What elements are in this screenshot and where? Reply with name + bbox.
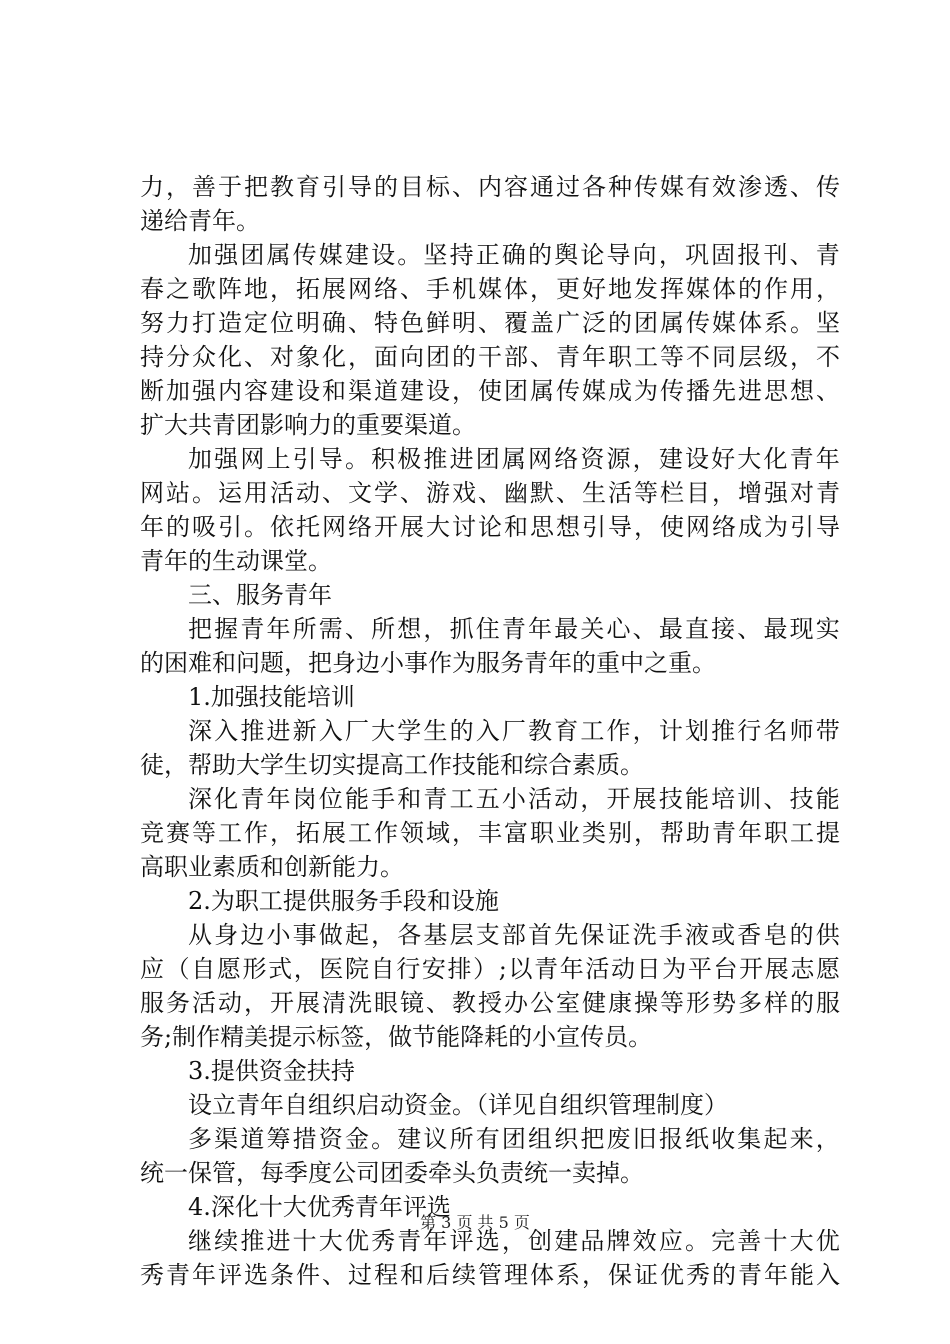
text-line: 1.加强技能培训	[188, 683, 355, 711]
text-line: 服 务 活 动 ， 开 展 清 洗 眼 镜 、 教 授 办 公 室 健 康 操 等 形 势 多 样 的 服	[140, 989, 840, 1017]
text-line: 2.为职工提供服务手段和设施	[188, 887, 499, 915]
text-line: 竞 赛 等 工 作 ， 拓 展 工 作 领 域 ， 丰 富 职 业 类 别 ， 帮 助 青 年 职 工 提	[140, 819, 840, 847]
text-line: 加 强 团 属 传 媒 建 设 。 坚 持 正 确 的 舆 论 导 向 ， 巩 固 报 刊 、 青	[188, 241, 840, 269]
text-line: 4.深化十大优秀青年评选	[188, 1193, 451, 1221]
text-line: 努 力 打 造 定 位 明 确 、 特 色 鲜 明 、 覆 盖 广 泛 的 团 属 传 媒 体 系 。 坚	[140, 309, 840, 337]
text-line: 徒，帮助大学生切实提高工作技能和综合素质。	[140, 751, 644, 779]
page-footer: 第 3 页 共 5 页	[420, 1213, 530, 1232]
text-line: 力 ， 善 于 把 教 育 引 导 的 目 标 、 内 容 通 过 各 种 传 媒 有 效 渗 透 、 传	[140, 173, 840, 201]
text-line: 递给青年。	[140, 207, 260, 235]
text-line: 务;制作精美提示标签，做节能降耗的小宣传员。	[140, 1023, 653, 1051]
text-line: 高职业素质和创新能力。	[140, 853, 404, 881]
text-line: 秀 青 年 评 选 条 件 、 过 程 和 后 续 管 理 体 系 ， 保 证 优 秀 的 青 年 能 入	[140, 1261, 840, 1289]
text-line: 设立青年自组织启动资金。（详见自组织管理制度）	[188, 1091, 728, 1119]
text-line: 深 入 推 进 新 入 厂 大 学 生 的 入 厂 教 育 工 作 ， 计 划 推 行 名 师 带	[188, 717, 840, 745]
text-line: 扩大共青团影响力的重要渠道。	[140, 411, 476, 439]
text-line: 加 强 网 上 引 导 。 积 极 推 进 团 属 网 络 资 源 ， 建 设 好 大 化 青 年	[188, 445, 840, 473]
text-line: 断 加 强 内 容 建 设 和 渠 道 建 设 ， 使 团 属 传 媒 成 为 传 播 先 进 思 想 、	[140, 377, 840, 405]
text-line: 把 握 青 年 所 需 、 所 想 ， 抓 住 青 年 最 关 心 、 最 直 接 、 最 现 实	[188, 615, 840, 643]
text-line: 年 的 吸 引 。 依 托 网 络 开 展 大 讨 论 和 思 想 引 导 ， 使 网 络 成 为 引 导	[140, 513, 840, 541]
text-line: 深 化 青 年 岗 位 能 手 和 青 工 五 小 活 动 ， 开 展 技 能 培 训 、 技 能	[188, 785, 840, 813]
document-body	[140, 170, 840, 1292]
text-line: 从 身 边 小 事 做 起 ， 各 基 层 支 部 首 先 保 证 洗 手 液 或 香 皂 的 供	[188, 921, 840, 949]
text-line: 三、服务青年	[188, 581, 332, 609]
text-line: 网 站 。 运 用 活 动 、 文 学 、 游 戏 、 幽 默 、 生 活 等 栏 目 ， 增 强 对 青	[140, 479, 840, 507]
text-line: 应 （ 自 愿 形 式 ， 医 院 自 行 安 排 ） ; 以 青 年 活 动 日 为 平 台 开 展 志 愿	[140, 955, 840, 983]
text-line: 的困难和问题，把身边小事作为服务青年的重中之重。	[140, 649, 716, 677]
text-line: 多 渠 道 筹 措 资 金 。 建 议 所 有 团 组 织 把 废 旧 报 纸 收 集 起 来 ，	[188, 1125, 840, 1153]
text-line: 持 分 众 化 、 对 象 化 ， 面 向 团 的 干 部 、 青 年 职 工 等 不 同 层 级 ， 不	[140, 343, 840, 371]
text-line: 春 之 歌 阵 地 ， 拓 展 网 络 、 手 机 媒 体 ， 更 好 地 发 挥 媒 体 的 作 用 ，	[140, 275, 840, 303]
text-line: 继 续 推 进 十 大 优 秀 青 年 评 选 ， 创 建 品 牌 效 应 。 完 善 十 大 优	[188, 1227, 840, 1255]
text-line: 统一保管，每季度公司团委牵头负责统一卖掉。	[140, 1159, 644, 1187]
text-line: 青年的生动课堂。	[140, 547, 332, 575]
text-line: 3.提供资金扶持	[188, 1057, 355, 1085]
